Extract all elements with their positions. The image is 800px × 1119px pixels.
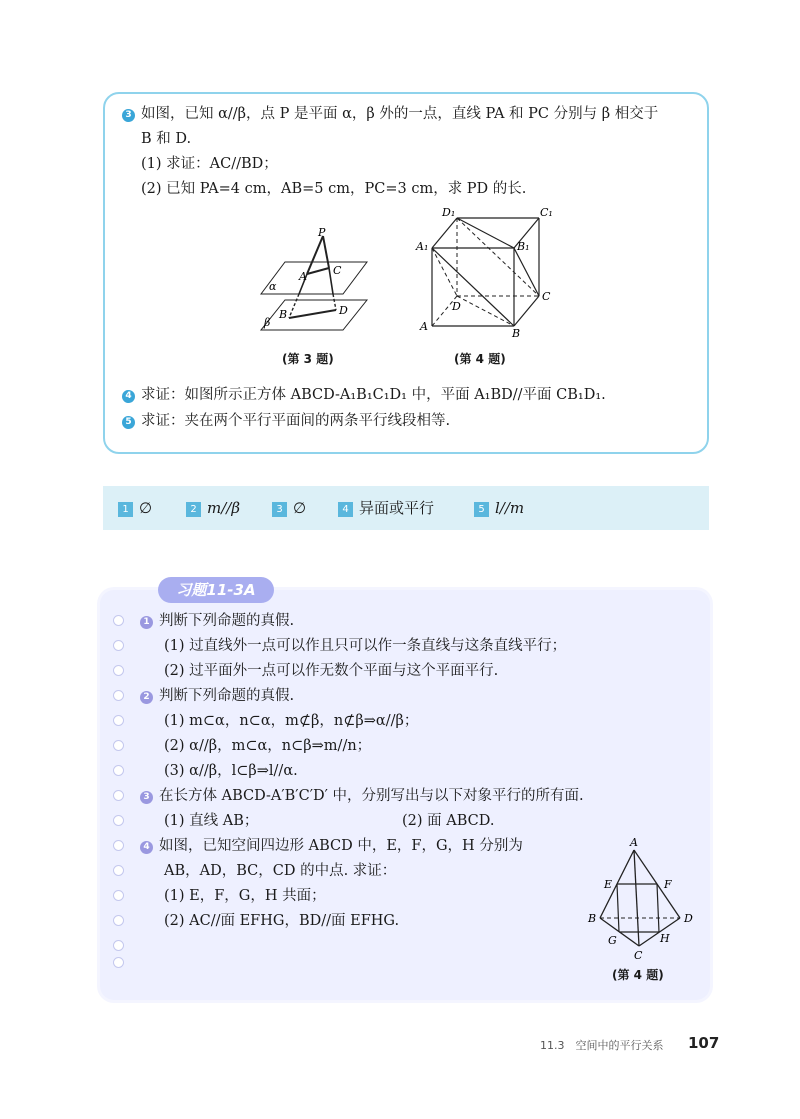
binder-hole xyxy=(113,940,124,951)
problem-3-part2: (2) 已知 PA=4 cm，AB=5 cm，PC=3 cm，求 PD 的长. xyxy=(141,181,527,197)
problem-text: 求证：如图所示正方体 ABCD-A₁B₁C₁D₁ 中，平面 A₁BD//平面 CB₁D₁. xyxy=(141,387,606,403)
label-D1: D₁ xyxy=(442,206,456,219)
label-A: A xyxy=(299,270,307,283)
label-A: A xyxy=(420,320,428,333)
answer-text: ∅ xyxy=(293,499,307,517)
label-C1: C₁ xyxy=(540,206,553,219)
binder-hole xyxy=(113,815,124,826)
problem-3-line2: B 和 D. xyxy=(141,131,192,147)
exercise-4-line2: AB，AD，BC，CD 的中点. 求证： xyxy=(164,863,397,879)
answer-number: 3 xyxy=(272,502,287,517)
exercise-number: 4 xyxy=(140,841,153,854)
answer-number: 4 xyxy=(338,502,353,517)
problem-text: 如图，已知 α//β，点 P 是平面 α，β 外的一点，直线 PA 和 PC 分别与 β 相交于 xyxy=(141,106,659,122)
figure-4-cube-diagram xyxy=(412,200,562,340)
figure-4-caption: (第 4 题) xyxy=(454,352,506,366)
answer-number: 5 xyxy=(474,502,489,517)
label-B: B xyxy=(279,308,288,321)
footer-section: 11.3 空间中的平行关系 xyxy=(540,1039,664,1052)
binder-hole xyxy=(113,957,124,968)
binder-hole xyxy=(113,665,124,676)
binder-hole xyxy=(113,690,124,701)
exercise-number: 3 xyxy=(140,791,153,804)
exercise-4-part1: (1) E，F，G，H 共面； xyxy=(164,888,326,904)
label-B: B xyxy=(588,912,597,925)
label-E: E xyxy=(604,878,613,891)
problem-number: 4 xyxy=(122,390,135,403)
exercise-2-part3: (3) α//β，l⊂β⇒l//α. xyxy=(164,763,298,779)
label-G: G xyxy=(608,934,617,947)
exercise-3-part2: (2) 面 ABCD. xyxy=(402,813,495,829)
problem-4 xyxy=(122,385,606,405)
label-A1: A₁ xyxy=(416,240,429,253)
exercise-2 xyxy=(140,686,294,706)
exercise-1 xyxy=(140,611,294,631)
label-alpha: α xyxy=(269,280,277,293)
label-D: D xyxy=(452,300,461,313)
binder-hole xyxy=(113,915,124,926)
exercise-number: 2 xyxy=(140,691,153,704)
label-A: A xyxy=(630,836,638,849)
exercise-1-part1: (1) 过直线外一点可以作且只可以作一条直线与这条直线平行； xyxy=(164,638,567,654)
binder-hole xyxy=(113,640,124,651)
exercise-4-diagram xyxy=(582,832,707,964)
label-C: C xyxy=(542,290,551,303)
exercise-4 xyxy=(140,836,523,856)
exercise-number: 1 xyxy=(140,616,153,629)
problem-text: 求证：夹在两个平行平面间的两条平行线段相等. xyxy=(141,413,451,429)
problem-number: 5 xyxy=(122,416,135,429)
exercise-4-caption: (第 4 题) xyxy=(612,968,664,982)
answer-text: ∅ xyxy=(139,499,153,517)
binder-hole xyxy=(113,790,124,801)
binder-hole xyxy=(113,715,124,726)
exercise-4-part2: (2) AC//面 EFHG，BD//面 EFHG. xyxy=(164,913,400,929)
binder-hole xyxy=(113,740,124,751)
answer-text: 异面或平行 xyxy=(359,499,435,517)
label-beta: β xyxy=(264,316,271,329)
exercise-1-part2: (2) 过平面外一点可以作无数个平面与这个平面平行. xyxy=(164,663,499,679)
problem-3 xyxy=(122,104,658,124)
problem-3-part1: (1) 求证：AC//BD； xyxy=(141,156,278,172)
answer-1 xyxy=(118,498,152,518)
answer-number: 2 xyxy=(186,502,201,517)
exercise-3-part1: (1) 直线 AB； xyxy=(164,813,259,829)
exercise-text: 如图，已知空间四边形 ABCD 中，E，F，G，H 分别为 xyxy=(159,838,523,854)
answer-5 xyxy=(474,498,524,518)
exercise-2-part2: (2) α//β，m⊂α，n⊂β⇒m//n； xyxy=(164,738,372,754)
binder-hole xyxy=(113,615,124,626)
label-D: D xyxy=(339,304,348,317)
label-C: C xyxy=(333,264,342,277)
page-number: 107 xyxy=(688,1034,720,1052)
answer-text: l//m xyxy=(495,499,525,517)
binder-hole xyxy=(113,765,124,776)
answer-number: 1 xyxy=(118,502,133,517)
figure-3-diagram xyxy=(255,222,375,342)
exercise-2-part1: (1) m⊂α，n⊂α，m⊄β，n⊄β⇒α//β； xyxy=(164,713,419,729)
exercise-text: 在长方体 ABCD-A′B′C′D′ 中，分别写出与以下对象平行的所有面. xyxy=(159,788,584,804)
binder-hole xyxy=(113,840,124,851)
label-C: C xyxy=(634,949,643,962)
problem-5 xyxy=(122,411,450,431)
label-F: F xyxy=(664,878,672,891)
exercise-text: 判断下列命题的真假. xyxy=(159,688,295,704)
label-D: D xyxy=(684,912,693,925)
binder-hole xyxy=(113,865,124,876)
exercise-text: 判断下列命题的真假. xyxy=(159,613,295,629)
label-B1: B₁ xyxy=(517,240,530,253)
answer-text: m//β xyxy=(207,499,241,517)
label-B: B xyxy=(512,327,521,340)
label-P: P xyxy=(318,226,326,239)
label-H: H xyxy=(660,932,670,945)
exercise-3 xyxy=(140,786,584,806)
binder-hole xyxy=(113,890,124,901)
answer-4 xyxy=(338,498,434,518)
answer-3 xyxy=(272,498,306,518)
answer-2 xyxy=(186,498,240,518)
problem-number: 3 xyxy=(122,109,135,122)
figure-3-caption: (第 3 题) xyxy=(282,352,334,366)
exercise-title: 习题11-3A xyxy=(158,577,274,603)
